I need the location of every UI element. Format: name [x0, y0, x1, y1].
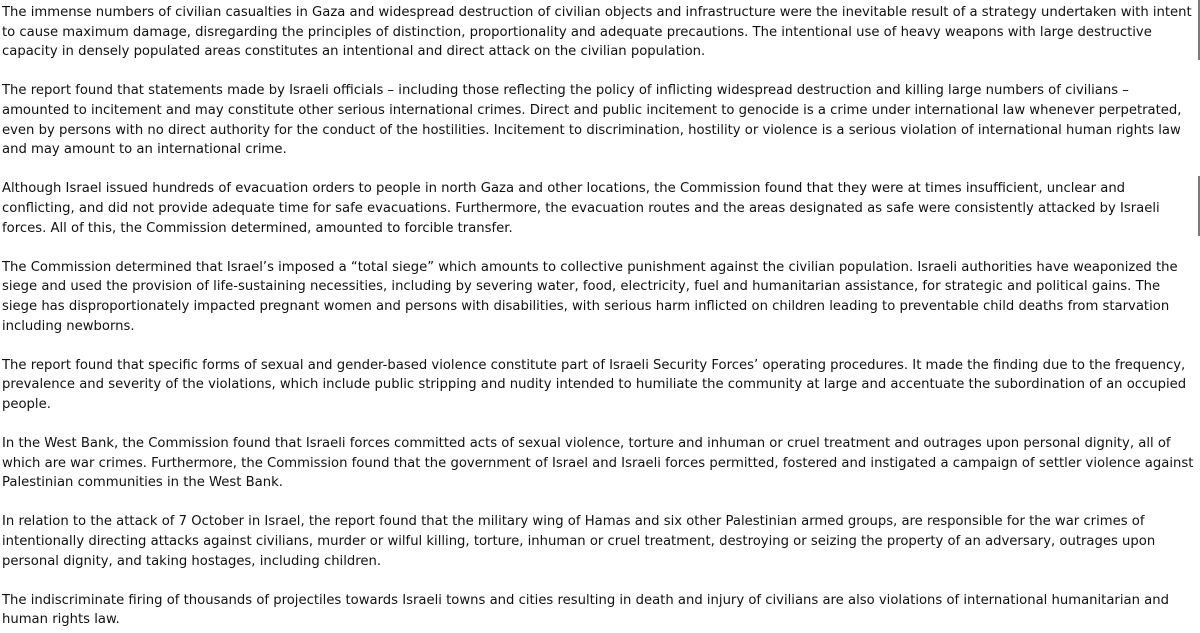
paragraph-evacuation-orders: Although Israel issued hundreds of evacuation orders to people in north Gaza and other locations, the Commission found that they were at times insufficient, unclear and conflicting, and did not provide adequate time for safe evacuations. Furthermore, the evacuation routes and the areas designated as safe were consistently attacked by Israeli forces. All of this, the Commission determined, amounted to forcible transfer. — [2, 181, 1160, 236]
paragraph-7-october: In relation to the attack of 7 October in Israel, the report found that the military wing of Hamas and six other Palestinian armed groups, are responsible for the war crimes of intentionally directing attacks against civilians, murder or wilful killing, torture, inhuman or cruel treatment, destroying or seizing the property of an adversary, outrages upon personal dignity, and taking hostages, including children. — [2, 514, 1156, 569]
paragraph-total-siege: The Commission determined that Israel’s imposed a “total siege” which amounts to collective punishment against the civilian population. Israeli authorities have weaponized the siege and used the provision of life-sustaining necessities, including by severing water, food, electricity, fuel and humanitarian assistance, for strategic and political gains. The siege has disproportionately impacted pregnant women and persons with disabilities, with serious harm inflicted on children leading to preventable child deaths from starvation including newborns. — [2, 259, 1178, 334]
paragraph-sexual-violence: The report found that specific forms of sexual and gender-based violence constitute part of Israeli Security Forces’ operating procedures. It made the finding due to the frequency, prevalence and severity of the violations, which include public stripping and nudity intended to humiliate the community at large and accentuate the subordination of an occupied people. — [2, 357, 1187, 412]
paragraph-incitement: The report found that statements made by Israeli officials – including those reflecting the policy of inflicting widespread destruction and killing large numbers of civilians – amounted to incitement and may constitute other serious international crimes. Direct and public incitement to genocide is a crime under international law whenever perpetrated, even by persons with no direct authority for the conduct of the hostilities. Incitement to discrimination, hostility or violence is a serious violation of international human rights law and may amount to an international crime. — [2, 83, 1182, 158]
paragraph-civilian-casualties: The immense numbers of civilian casualties in Gaza and widespread destruction of civilian objects and infrastructure were the inevitable result of a strategy undertaken with intent to cause maximum damage, disregarding the principles of distinction, proportionality and adequate precautions. The intentional use of heavy weapons with large destructive capacity in densely populated areas constitutes an intentional and direct attack on the civilian population. — [2, 5, 1192, 60]
article-body — [2, 3, 1194, 630]
paragraph-projectiles: The indiscriminate firing of thousands of projectiles towards Israeli towns and cities resulting in death and injury of civilians are also violations of international humanitarian and human rights law. — [2, 592, 1169, 628]
paragraph-west-bank: In the West Bank, the Commission found that Israeli forces committed acts of sexual violence, torture and inhuman or cruel treatment and outrages upon personal dignity, all of which are war crimes. Furthermore, the Commission found that the government of Israel and Israeli forces permitted, fostered and instigated a campaign of settler violence against Palestinian communities in the West Bank. — [2, 436, 1194, 491]
